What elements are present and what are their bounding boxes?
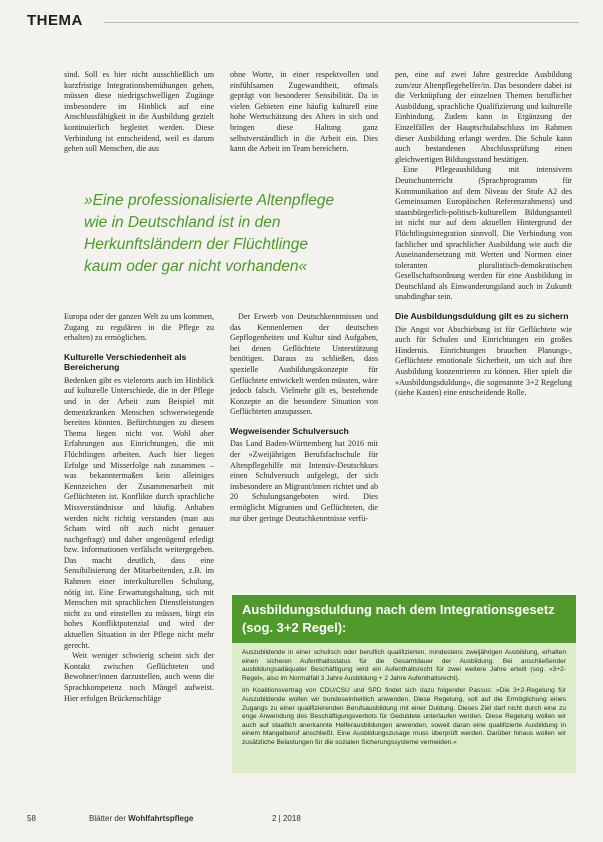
column-2 <box>230 312 378 524</box>
issue-number: 2 | 2018 <box>272 814 301 823</box>
col3-paragraph-1: Eine Pflegeausbildung mit intensivem Deutschunterricht (Sprachprogramm für Kommunikation auf dem Niveau der Stufe A2 des Gemeinsamen Europäischen Referenzrahmens) und staatsbürgerlich-politisch-kulturellem Bildungsanteil ist nicht nur auf dem aktuellen Hintergrund der Flüchtlingsintegration sinnvoll. Die Verbindung von fachlicher und sprachlicher Ausbildung wie auch die Auseinandersetzung mit Werten und Normen einer toleranten pluralistisch-demokratischen Gesellschaftsordnung werden für eine Ausbildung in Deutschland als Einwanderungsland auch in Zukunft unabdingbar sein. <box>395 165 572 302</box>
section-label: THEMA <box>27 12 83 29</box>
section-rule <box>104 22 579 23</box>
col2-heading: Wegweisender Schulversuch <box>230 425 349 436</box>
col3-paragraph-2: Die Angst vor Abschiebung ist für Geflüchtete wie auch für Schulen und Einrichtungen ein großes Hindernis. Einrichtungen brauchen Planungs-, Geflüchtete emotionale Sicherheit, um sich auf ihre Ausbildung konzentrieren zu können. Hier spielt die »Ausbildungsduldung«, die sogenannte 3+2 Regelung (siehe Kasten) eine entscheidende Rolle. <box>395 324 572 398</box>
col2-paragraph-2: Das Land Baden-Württemberg hat 2016 mit der »Zweijährigen Berufsfachschule für Altenpflegehilfe mit Intensiv-Deutschkurs einen Schulversuch aufgelegt, der sich insbesondere an Migrant/innen richtet und ab 20 Schulungsangeboten wird. Dies ermöglicht Migranten und Geflüchteten, die nur über geringe Deutschkenntnisse verfü- <box>230 439 378 523</box>
intro-paragraph-1: sind. Soll es hier nicht ausschließlich um kurzfristige Integrationsbemühungen gehen, müssen diese niedrigschwelligen Zugänge insbesondere im Hinblick auf eine Anschlussfähigkeit in die Ausbildung gezielt kontinuierlich begleitet werden. Diese Verbindung ist entscheidend, weil es darum gehen soll Menschen, die aus <box>64 70 214 154</box>
info-box-title: Ausbildungsduldung nach dem Integrationsgesetz (sog. 3+2 Regel): <box>232 595 576 643</box>
intro-column-3 <box>395 70 572 399</box>
intro-paragraph-2: ohne Worte, in einer respektvollen und einfühlsamen Zugewandtheit, oftmals geprägt von besonderer Sensibilität. Da in vielen Gebieten eine häufig kulturell eine hohe Wertschätzung des Alters in sich und bringen diese Haltung ganz selbstverständlich in die Arbeit ein. Dies kann die Arbeit im Team bereichern. <box>230 70 378 154</box>
col1-paragraph-3: Weit weniger schwierig scheint sich der Kontakt zwischen Geflüchteten und Bewohner/innen darzustellen, auch wenn die Sprachkompetenz noch Mängel aufweist. Hier erfolgen Brückenschläge <box>64 651 214 703</box>
page-footer <box>27 814 579 828</box>
pull-quote-line: »Eine professionalisierte Altenpflege <box>84 192 335 209</box>
journal-name <box>89 814 193 823</box>
intro-column-1 <box>64 70 214 155</box>
column-1 <box>64 312 214 704</box>
journal-name-prefix: Blätter der <box>89 814 129 823</box>
info-box-body <box>232 643 576 758</box>
col1-paragraph-2: Bedenken gibt es vielerorts auch im Hinblick auf kulturelle Unterschiede, die in der Pflege und in der Arbeit zum Beispiel mit demenzkranken Menschen schwerwiegende bereiten könnten. Befürchtungen zu diesem Thema liegen nicht vor. Wohl aber Erfahrungen aus Einrichtungen, die mit Flüchtlingen arbeiten. Auch hier liegen Erfolge und Misserfolge nah zusammen – was bekanntermaßen kein alleiniges Kennzeichen der Zusammenarbeit mit Geflüchteten ist. Konflikte durch sprachliche Missverständnisse und häufig. Anhaben werden nicht richtig verstanden (man aus Scham wird oft auch nicht genauer nachgefragt) und daher ungenügend erledigt bzw. Informationen verfälscht weitergegeben. Das macht deutlich, dass eine Sensibilisierung der Mitarbeitenden, z.B. im Rahmen einer interkulturellen Schulung, nötig ist. Eine Erwartungshaltung, sich mit Menschen mit sprachlichen Dienstleistungen nicht zu und einstellen zu müssen, birgt ein hohes Konfliktpotenzial und wird der aktuellen Situation in der Pflege nicht mehr gerecht. <box>64 375 214 650</box>
pull-quote-line: wie in Deutschland ist in den <box>84 214 281 231</box>
intro-paragraph-3: pen, eine auf zwei Jahre gestreckte Ausbildung zum/zur Altenpflegehelfer/in. Das besondere dabei ist die Verknüpfung der einzelnen Themen beruflicher Ausbildung, sprachliche Qualifizierung und kulturelle Einbindung. Zudem kann in Ergänzung der Einzelfällen der Hauptschulabschluss im Rahmen dieser Ausbildung erlangt werden. Die Schule kann auch bestandenen Abschlussprüfung einen gleichwertigen Bildungsstand bestätigen. <box>395 70 572 164</box>
col1-paragraph-1: Europa oder der ganzen Welt zu uns kommen, Zugang zu regulären in die Pflege zu erhalten) zu ermöglichen. <box>64 312 214 343</box>
pull-quote <box>84 190 364 278</box>
intro-column-2 <box>230 70 378 155</box>
pull-quote-line: Herkunftsländern der Flüchtlinge <box>84 236 309 253</box>
info-box <box>232 595 576 773</box>
journal-name-bold: Wohlfahrtspflege <box>128 814 194 823</box>
col1-heading: Kulturelle Verschiedenheit als Bereicherung <box>64 351 187 373</box>
info-box-paragraph-2: Im Koalitionsvertrag von CDU/CSU und SPD findet sich dazu folgender Passus: »Die 3+2-Regelung für Auszubildende wollen wir bundeseinheitlich anwenden. Diese Regelung, soll auf die Ermöglichung eines Zugangs zu einer qualifizierenden Berufsausbildung mit einer Duldung. Dieses Ziel darf nicht durch eine zu enge Anwendung des Beschäftigungsverbots für Geduldete unterlaufen werden. Diese Regelung wollen wir auch auf staatlich anerkannte Helferausbildungen anwenden, soweit daran eine qualifizierte Ausbildung in einem Mangelberuf anschließt. Eine Ausbildungszusage muss überprüft werden. Darüber hinaus wollen wir zusätzliche Belastungen für die sozialen Sicherungssysteme vermeiden.« <box>242 687 566 746</box>
info-box-paragraph-1: Auszubildende in einer schulisch oder beruflich qualifizierten, mindestens zweijährigen Ausbildung, erhalten einen sicheren Aufenthaltsstatus für die Gesamtdauer der Ausbildung. Bei anschließender ausbildungsadäquater Beschäftigung wird ein Aufenthaltsrecht für zwei weitere Jahre erteilt (sog. »3+2-Regel«, also im Normalfall 3 Jahre Ausbildung + 2 Jahre Aufenthaltsrecht). <box>242 649 566 682</box>
pull-quote-line: kaum oder gar nicht vorhanden« <box>84 258 308 275</box>
col3-heading: Die Ausbildungsduldung gilt es zu sichern <box>395 311 569 322</box>
page-number: 58 <box>27 814 36 823</box>
col2-paragraph-1: Der Erwerb von Deutschkenntnissen und das Kennenlernen der deutschen Gepflogenheiten und Kultur sind Aufgaben, bei denen Geflüchtete Unterstützung benötigen. Daraus zu schließen, dass spezielle Ausbildungskonzepte für Geflüchtete entwickelt werden müssten, wäre jedoch falsch. Vielmehr gilt es, bestehende Konzepte an die besondere Situation von Geflüchteten anzupassen. <box>230 312 378 417</box>
